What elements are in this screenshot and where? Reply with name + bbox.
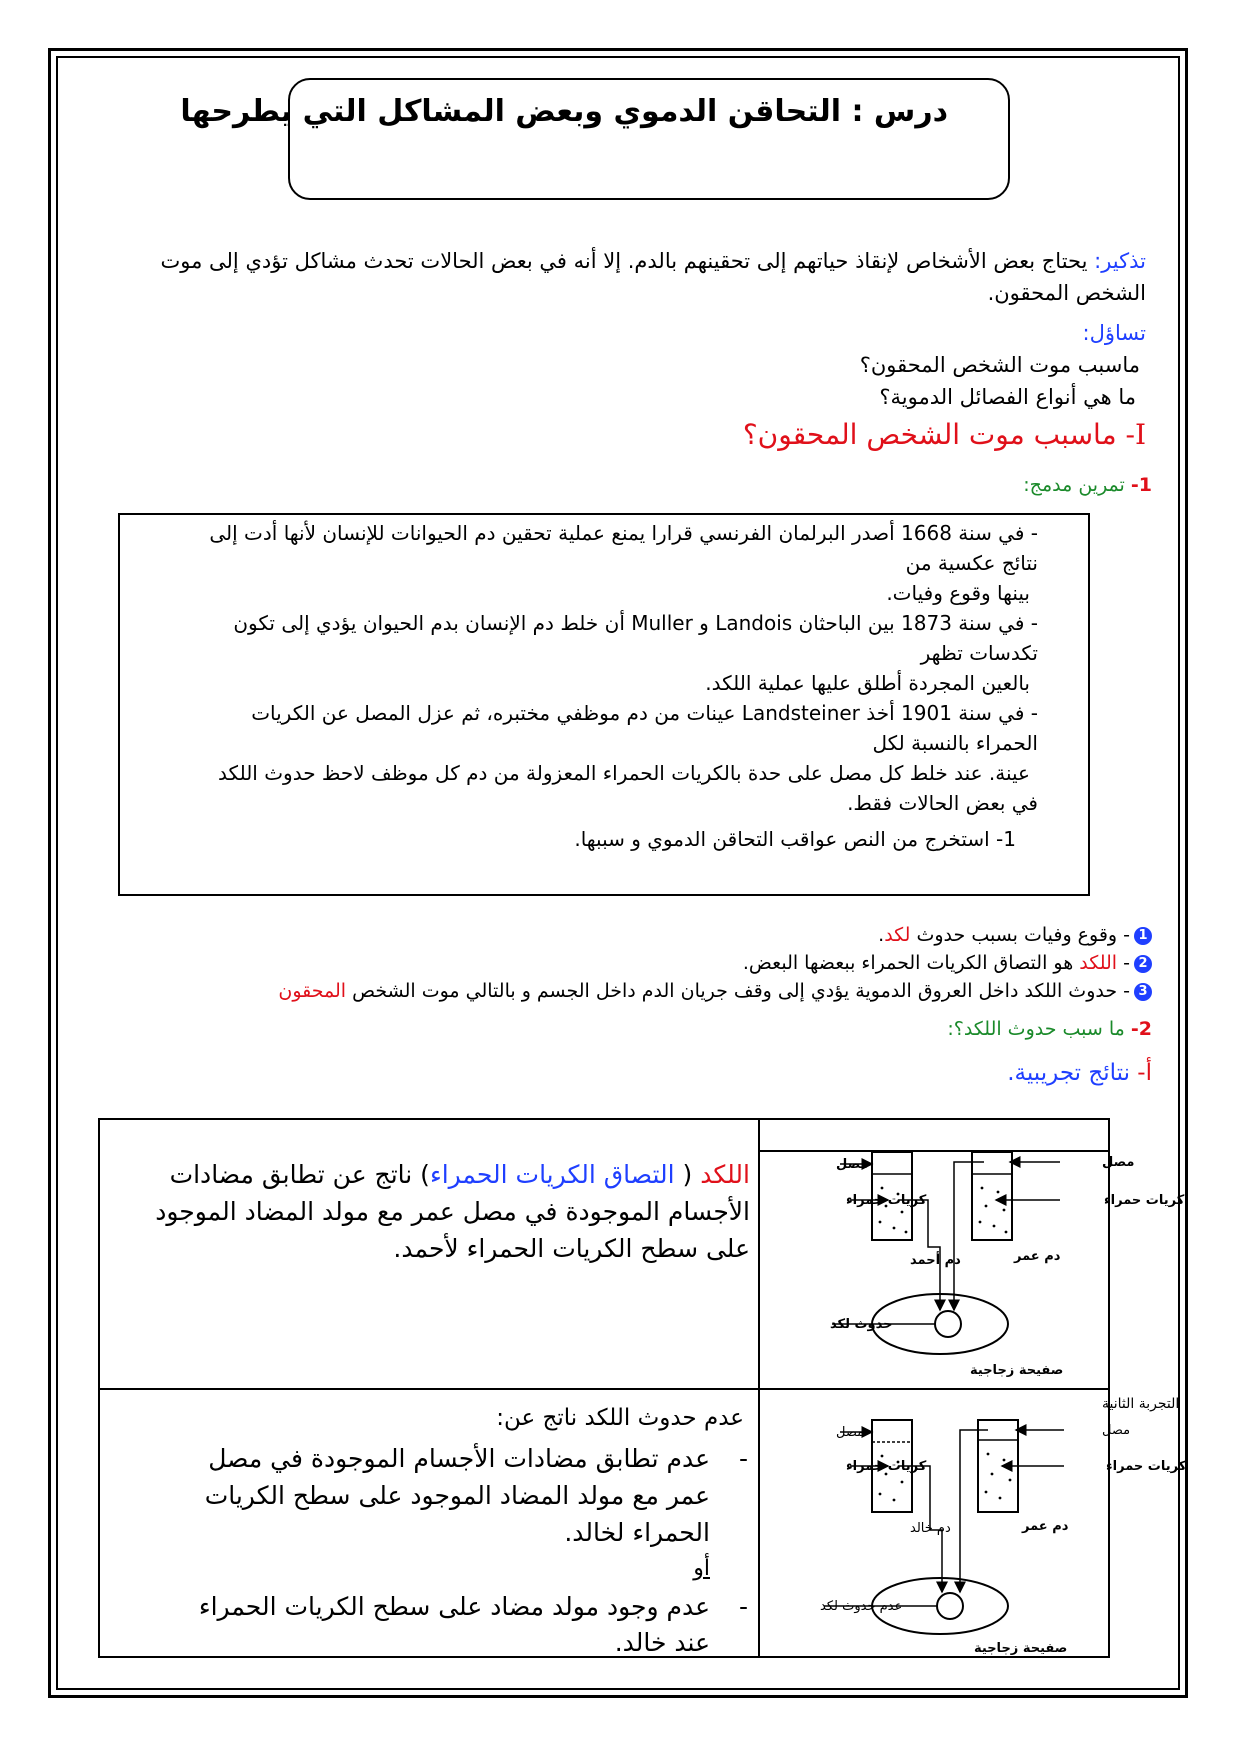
exp2-caption: التجربة الثانية	[1102, 1396, 1180, 1412]
exp2-bullet-2-line-2: عند خالد.	[614, 1628, 710, 1657]
text-line-11: 1- استخرج من النص عواقب التحاقن الدموي و سببها.	[574, 827, 1016, 851]
exp2-bullet-1-line-3: الحمراء لخالد.	[564, 1518, 710, 1547]
exp2-label-rbc-right: كريات حمراء	[1106, 1459, 1187, 1474]
result-2-highlight: اللكد	[1079, 952, 1118, 974]
table-column-divider-top	[758, 1118, 760, 1150]
title-box	[180, 78, 1010, 200]
subsection-a-title: نتائج تجريبية.	[1007, 1060, 1130, 1086]
text-line-5: تكدسات تظهر	[920, 641, 1038, 665]
text-line-8: الحمراء بالنسبة لكل	[872, 731, 1038, 755]
exercise-number: 1-	[1130, 474, 1152, 496]
section-1-title: ماسبب موت الشخص المحقون؟	[742, 418, 1117, 451]
experiment-2-diagram	[760, 1390, 1187, 1656]
exp1-agglutination-word: اللكد	[700, 1160, 750, 1189]
result-3-highlight: المحقون	[278, 980, 347, 1002]
exp1-label-serum-left: مصل	[836, 1157, 869, 1172]
exp2-bullet-1-line-2: عمر مع مولد المضاد الموجود على سطح الكريات	[204, 1481, 710, 1510]
exp2-label-serum-right: مصل	[1102, 1423, 1131, 1438]
text-line-7: - في سنة 1901 أخذ Landsteiner عينات من دم موظفي مختبره، ثم عزل المصل عن الكريات	[251, 701, 1038, 725]
result-2-text: هو التصاق الكريات الحمراء ببعضها البعض.	[742, 952, 1080, 974]
result-1-text: - وقوع وفيات بسبب حدوث	[910, 924, 1130, 946]
text-line-4: - في سنة 1873 بين الباحثان Landois و Muller أن خلط دم الإنسان بدم الحيوان يؤدي إلى تكون	[233, 611, 1038, 635]
reminder-label: تذكير:	[1094, 249, 1146, 273]
reminder-text-2: الشخص المحقون.	[987, 281, 1146, 305]
exercise-label: تمرين مدمج:	[1023, 474, 1125, 496]
exp1-explanation-rest: ) ناتج عن تطابق مضادات	[169, 1160, 430, 1189]
exp2-bullet-1-line-1: عدم تطابق مضادات الأجسام الموجودة في مصل	[208, 1444, 710, 1473]
exp1-label-blood-ahmed: دم أحمد	[910, 1253, 961, 1268]
page-title: درس : التحاقن الدموي وبعض المشاكل التي يطرحها	[180, 94, 948, 129]
exp2-label-rbc-left: كريات حمراء	[846, 1459, 927, 1474]
result-2-badge: 2	[1134, 955, 1152, 973]
result-1-end: .	[878, 924, 885, 946]
question-1: ماسبب موت الشخص المحقون؟	[859, 353, 1140, 377]
section-1-heading	[743, 418, 1146, 451]
experiment-1-diagram	[760, 1152, 1185, 1386]
question-2: ما هي أنواع الفصائل الدموية؟	[879, 385, 1136, 409]
text-line-3: بينها وقوع وفيات.	[886, 581, 1030, 605]
text-line-1: - في سنة 1668 أصدر البرلمان الفرنسي قرارا يمنع عملية تحقين دم الحيوانات للإنسان لأنها أدت إلى	[209, 521, 1038, 545]
blood-drop-2	[937, 1593, 963, 1619]
exp2-label-no-agglutination: عدم حدوث لكد	[820, 1599, 903, 1614]
text-line-2: نتائج عكسية من	[905, 551, 1038, 575]
section-1-number: I-	[1125, 418, 1146, 451]
result-3-badge: 3	[1134, 983, 1152, 1001]
exp2-bullet-2-line-1: عدم وجود مولد مضاد على سطح الكريات الحمراء	[198, 1592, 710, 1621]
text-line-10: في بعض الحالات فقط.	[847, 791, 1038, 815]
exp2-bullet-2-dash: -	[738, 1592, 748, 1621]
exp2-or: أو	[693, 1556, 710, 1581]
exp1-label-blood-omar: دم عمر	[1014, 1249, 1061, 1264]
text-line-9: عينة. عند خلط كل مصل على حدة بالكريات الحمراء المعزولة من دم كل موظف لاحظ حدوث اللكد	[218, 761, 1030, 785]
exp1-explanation-line-2: الأجسام الموجودة في مصل عمر مع مولد المضاد الموجود	[155, 1197, 750, 1226]
subsection-a-letter: أ-	[1137, 1060, 1152, 1086]
exp2-intro: عدم حدوث اللكد ناتج عن:	[496, 1405, 744, 1431]
exp1-paren-open: (	[674, 1160, 701, 1189]
result-3	[278, 980, 1152, 1002]
section-2-title: ما سبب حدوث اللكد؟:	[947, 1018, 1125, 1040]
result-3-text: - حدوث اللكد داخل العروق الدموية يؤدي إلى وقف جريان الدم داخل الجسم و بالتالي موت الشخص	[346, 980, 1130, 1002]
exp1-explanation-line-1	[170, 1156, 750, 1193]
section-2-heading	[947, 1018, 1152, 1040]
exp1-label-slide: صفيحة زجاجية	[970, 1363, 1064, 1378]
reminder-text-1: يحتاج بعض الأشخاص لإنقاذ حياتهم إلى تحقينهم بالدم. إلا أنه في بعض الحالات تحدث مشاكل تؤدي إلى موت	[160, 249, 1088, 273]
exp2-label-blood-omar: دم عمر	[1022, 1519, 1069, 1534]
tube-omar	[972, 1152, 1012, 1240]
exp2-label-slide: صفيحة زجاجية	[974, 1641, 1068, 1656]
exp2-label-serum-left: مصل	[836, 1425, 865, 1440]
historical-text-box	[118, 513, 1090, 896]
question-label: تساؤل:	[1082, 321, 1146, 345]
exp1-label-agglutination: حدوث لكد	[830, 1317, 893, 1332]
exercise-heading	[1023, 474, 1152, 496]
subsection-a-heading	[1007, 1060, 1152, 1086]
result-1	[878, 924, 1152, 946]
result-2	[743, 952, 1152, 974]
section-2-number: 2-	[1130, 1018, 1152, 1040]
exp1-explanation-line-3: على سطح الكريات الحمراء لأحمد.	[393, 1234, 750, 1263]
exp1-label-rbc-left: كريات حمراء	[846, 1193, 927, 1208]
text-line-6: بالعين المجردة أطلق عليها عملية اللكد.	[705, 671, 1030, 695]
blood-drop	[935, 1311, 961, 1337]
result-2-pre: -	[1117, 952, 1130, 974]
exp2-bullet-1-dash: -	[738, 1444, 748, 1473]
exp2-label-blood-khaled: دم خالد	[910, 1521, 951, 1536]
result-1-highlight: لكد	[884, 924, 911, 946]
result-1-badge: 1	[1134, 927, 1152, 945]
reminder-line-1	[160, 246, 1146, 276]
exp1-label-serum-right: مصل	[1102, 1155, 1135, 1170]
exp1-definition: التصاق الكريات الحمراء	[429, 1160, 675, 1189]
exp1-label-rbc-right: كريات حمراء	[1104, 1193, 1185, 1208]
